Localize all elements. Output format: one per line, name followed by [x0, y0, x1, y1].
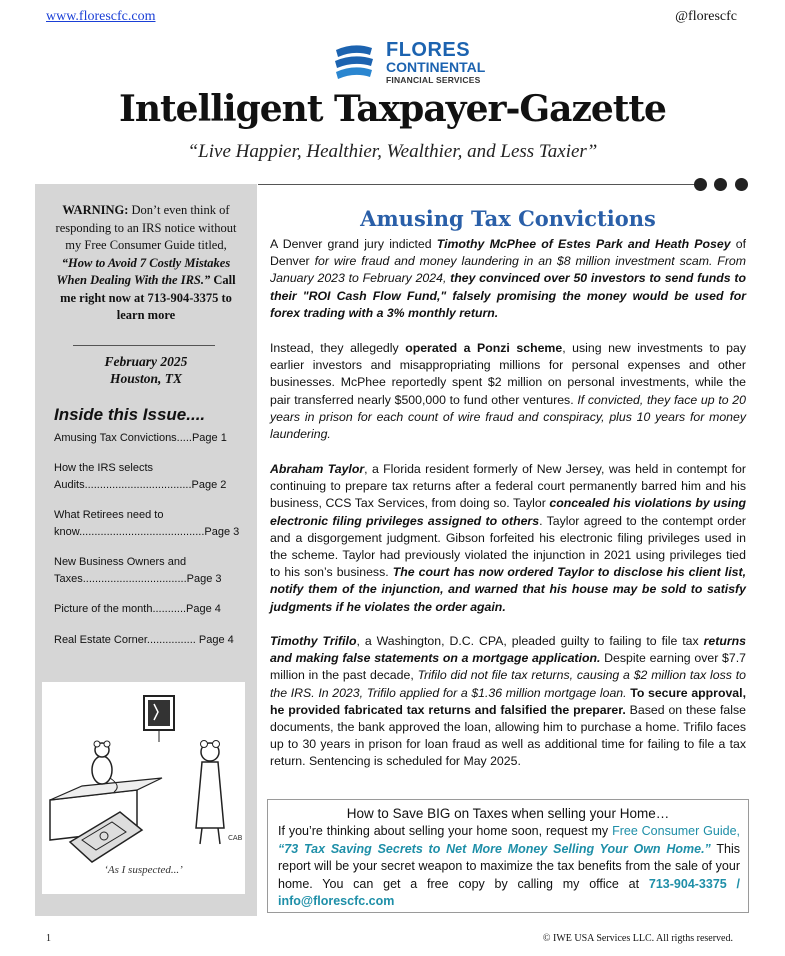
logo-swoosh-icon: [332, 42, 376, 86]
text-run: The court has now ordered Taylor to disclose his client list, notify them of the injunction, and warned that his house may be sold to satisfy judgments if he violates the order again.: [270, 565, 746, 614]
divider-dot: [694, 178, 707, 191]
text-run: Trifilo did not file tax returns, causing a $2 million tax loss to the IRS. In 2023, Trifilo applied for a $1.36 million mortgage loan.: [270, 668, 746, 700]
issue-location: Houston, TX: [109, 371, 183, 386]
text-run: Despite earning over $7.7 million in the past decade,: [270, 651, 746, 683]
text-run: , a Washington, D.C. CPA, pleaded guilty to failing to file tax: [356, 634, 704, 648]
logo-text-flores: FLORES: [386, 39, 471, 61]
warning-guide-title: “How to Avoid 7 Costly Mistakes When Dealing With the IRS.”: [56, 255, 231, 287]
page-number: 1: [46, 933, 51, 944]
social-handle: @florescfc: [675, 9, 737, 24]
toc-item[interactable]: Amusing Tax Convictions.....Page 1: [54, 432, 227, 444]
text-run: This report will be your secret weapon to maximize the tax benefits from the sale of your home. You can get a free copy by calling my office at: [278, 841, 740, 891]
article-title: Amusing Tax Convictions: [360, 206, 656, 231]
promo-contact-link[interactable]: 713-904-3375 / info@florescfc.com: [278, 876, 740, 908]
toc-item[interactable]: How the IRS selects Audits...................................Page 2: [54, 462, 227, 491]
promo-title: How to Save BIG on Taxes when selling your Home…: [346, 806, 670, 821]
promo-guide-title[interactable]: “73 Tax Saving Secrets to Net More Money Selling Your Own Home.”: [278, 841, 711, 856]
warning-call: Call me right now at 713-904-3375 to learn more: [60, 273, 236, 322]
text-run: . Taylor agreed to the contempt order and a disgorgement judgment. Gibson forfeited his electronic filing privileges used in the scheme. Taylor had previously violated the injunction in 2021 using privileges tied to his son’s business.: [270, 513, 747, 580]
text-run: concealed his violations by using electronic filing privileges assigned to others: [270, 496, 746, 528]
toc-item[interactable]: What Retirees need to know.........................................Page 3: [54, 509, 240, 538]
logo-text-continental: CONTINENTAL: [386, 59, 486, 75]
text-run: Timothy Trifilo: [270, 634, 357, 648]
text-run: Based on these false documents, the bank approved the loan, allowing him to purchase a home. Trifilo faces up to 30 years in prison for loan fraud as well as additional time for failing to file a tax return. Sentencing is scheduled for May 2025.: [270, 702, 746, 769]
website-link[interactable]: www.florescfc.com: [46, 9, 156, 24]
article-paragraph-3: [270, 461, 746, 616]
text-run: To secure approval, he provided fabricated tax returns and falsified the preparer.: [270, 685, 746, 717]
toc-item[interactable]: New Business Owners and Taxes..................................Page 3: [54, 556, 222, 585]
divider-dot: [714, 178, 727, 191]
cartoon-signature: CAB: [228, 834, 243, 842]
promo-box: [267, 799, 749, 913]
text-run: , a Florida resident formerly of New Jersey, was held in contempt for continuing to prepare tax returns after a federal court permanently barred him and his business, CCS Tax Services, from doing so. Taylor: [270, 462, 746, 511]
toc-item[interactable]: Real Estate Corner................ Page 4: [54, 634, 234, 646]
text-run: for wire fraud and money laundering in an $8 million investment scam. From January 2023 to February 2024,: [270, 254, 746, 286]
company-logo: [330, 40, 490, 88]
text-run: of Denver: [270, 237, 746, 269]
warning-lead: WARNING:: [62, 203, 129, 217]
article-paragraph-4: [270, 633, 746, 771]
article-paragraph-2: [270, 340, 746, 443]
divider-dot: [735, 178, 748, 191]
text-run: operated a Ponzi scheme: [405, 341, 563, 355]
text-run: Instead, they allegedly: [270, 341, 406, 355]
text-run: they convinced over 50 investors to send funds to their "ROI Cash Flow Fund," falsely promising the money would be used for forex trading with a 3% monthly return.: [270, 271, 746, 320]
sidebar-divider: [73, 345, 215, 346]
newsletter-title: Intelligent Taxpayer-Gazette: [119, 88, 666, 130]
issue-date: February 2025: [104, 354, 188, 369]
toc-item[interactable]: Picture of the month...........Page 4: [54, 603, 221, 615]
text-run: Abraham Taylor: [270, 462, 365, 476]
text-run: , using new investments to pay earlier investors and misappropriating millions for personal expenses and other businesses. McPhee reportedly spent $2 million on personal investments, while the pair transferred nearly $500,000 to fund other ventures.: [270, 341, 746, 407]
text-run: Timothy McPhee of Estes Park and Heath Posey: [436, 237, 731, 251]
article-paragraph-1: [270, 236, 746, 322]
header-divider: [258, 184, 698, 185]
warning-notice: [55, 202, 237, 325]
text-run: returns and making false statements on a mortgage application.: [270, 634, 746, 666]
inside-issue-heading: Inside this Issue....: [54, 405, 206, 424]
promo-body: [278, 823, 740, 911]
sidebar: [35, 184, 257, 916]
text-run: A Denver grand jury indicted: [270, 237, 437, 251]
text-run: If convicted, they face up to 20 years in prison for each count of wire fraud and conspiracy, plus 10 years for money laundering.: [270, 392, 746, 442]
copyright-notice: © IWE USA Services LLC. All rigths reserved.: [542, 933, 733, 944]
text-run: If you’re thinking about selling your home soon, request my: [278, 824, 613, 838]
warning-text: Don’t even think of responding to an IRS notice without my Free Consumer Guide titled,: [55, 203, 237, 252]
cartoon-illustration: [42, 682, 245, 894]
issue-dateline: [35, 353, 257, 387]
newsletter-tagline: “Live Happier, Healthier, Wealthier, and Less Taxier”: [187, 141, 598, 162]
promo-guide-link[interactable]: Free Consumer Guide,: [612, 824, 741, 838]
cartoon-drawing: [42, 682, 245, 894]
cartoon-caption: ‘As I suspected...’: [104, 864, 183, 876]
logo-text-financial: FINANCIAL SERVICES: [386, 75, 481, 85]
